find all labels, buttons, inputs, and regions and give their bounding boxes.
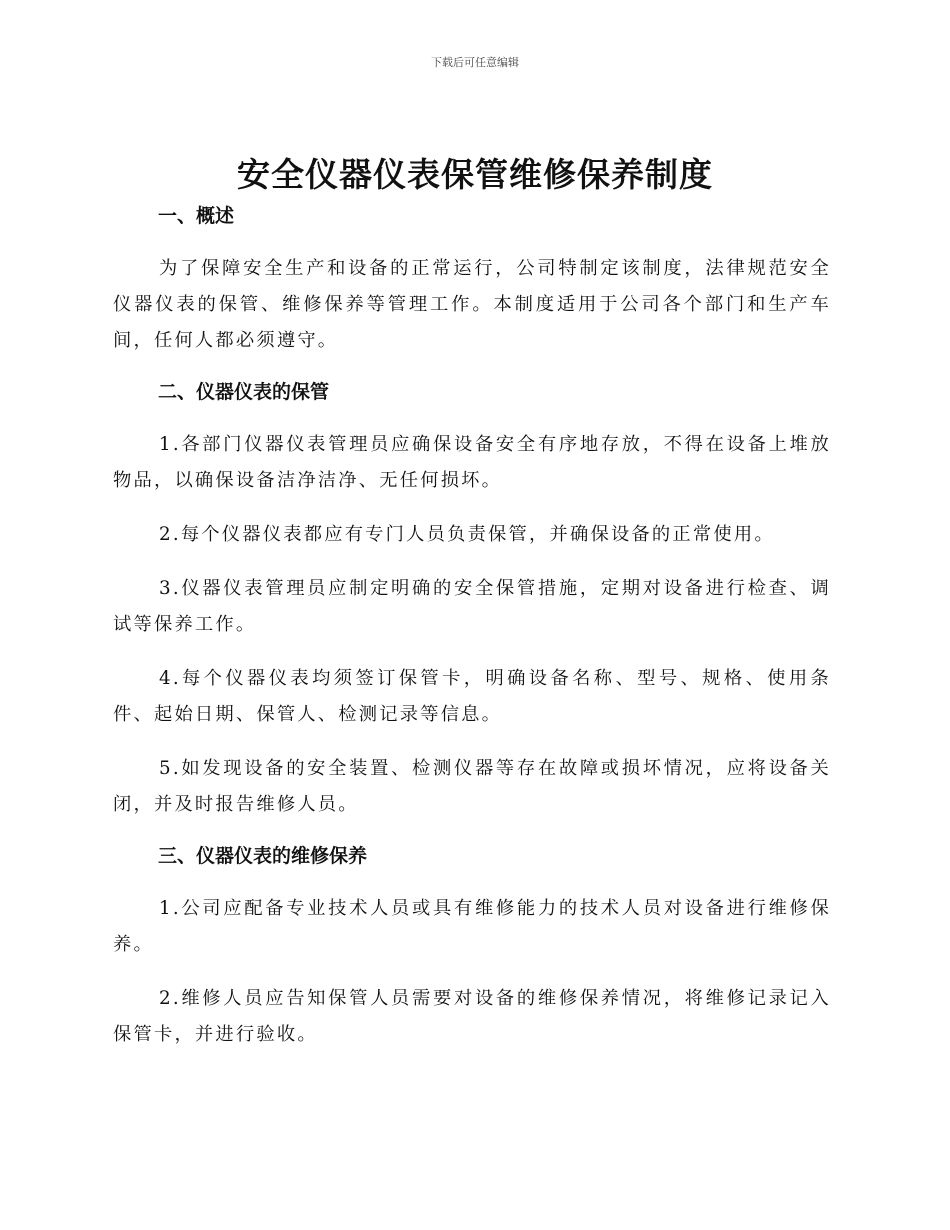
paragraph: 2.维修人员应告知保管人员需要对设备的维修保养情况，将维修记录记入保管卡，并进行验收。 <box>113 988 831 1045</box>
section-heading: 二、仪器仪表的保管 <box>158 381 330 403</box>
paragraph: 5.如发现设备的安全装置、检测仪器等存在故障或损坏情况，应将设备关闭，并及时报告维修人员。 <box>113 758 831 815</box>
paragraph: 4.每个仪器仪表均须签订保管卡，明确设备名称、型号、规格、使用条件、起始日期、保管人、检测记录等信息。 <box>113 668 831 725</box>
paragraph: 1.公司应配备专业技术人员或具有维修能力的技术人员对设备进行维修保养。 <box>113 898 831 955</box>
paragraph: 3.仪器仪表管理员应制定明确的安全保管措施，定期对设备进行检查、调试等保养工作。 <box>113 578 831 635</box>
section-maintenance <box>113 839 831 1053</box>
document-body <box>113 199 831 1053</box>
paragraph: 为了保障安全生产和设备的正常运行，公司特制定该制度，法律规范安全仪器仪表的保管、维修保养等管理工作。本制度适用于公司各个部门和生产车间，任何人都必须遵守。 <box>113 258 831 351</box>
page-header: 下载后可任意编辑 <box>431 56 519 69</box>
section-storage <box>113 375 831 823</box>
section-heading: 三、仪器仪表的维修保养 <box>158 845 368 867</box>
paragraph: 2.每个仪器仪表都应有专门人员负责保管，并确保设备的正常使用。 <box>159 524 775 545</box>
document-title: 安全仪器仪表保管维修保养制度 <box>237 155 713 194</box>
paragraph: 1.各部门仪器仪表管理员应确保设备安全有序地存放，不得在设备上堆放物品，以确保设备洁净洁净、无任何损坏。 <box>113 434 831 491</box>
section-heading: 一、概述 <box>158 205 235 227</box>
section-overview <box>113 199 831 359</box>
